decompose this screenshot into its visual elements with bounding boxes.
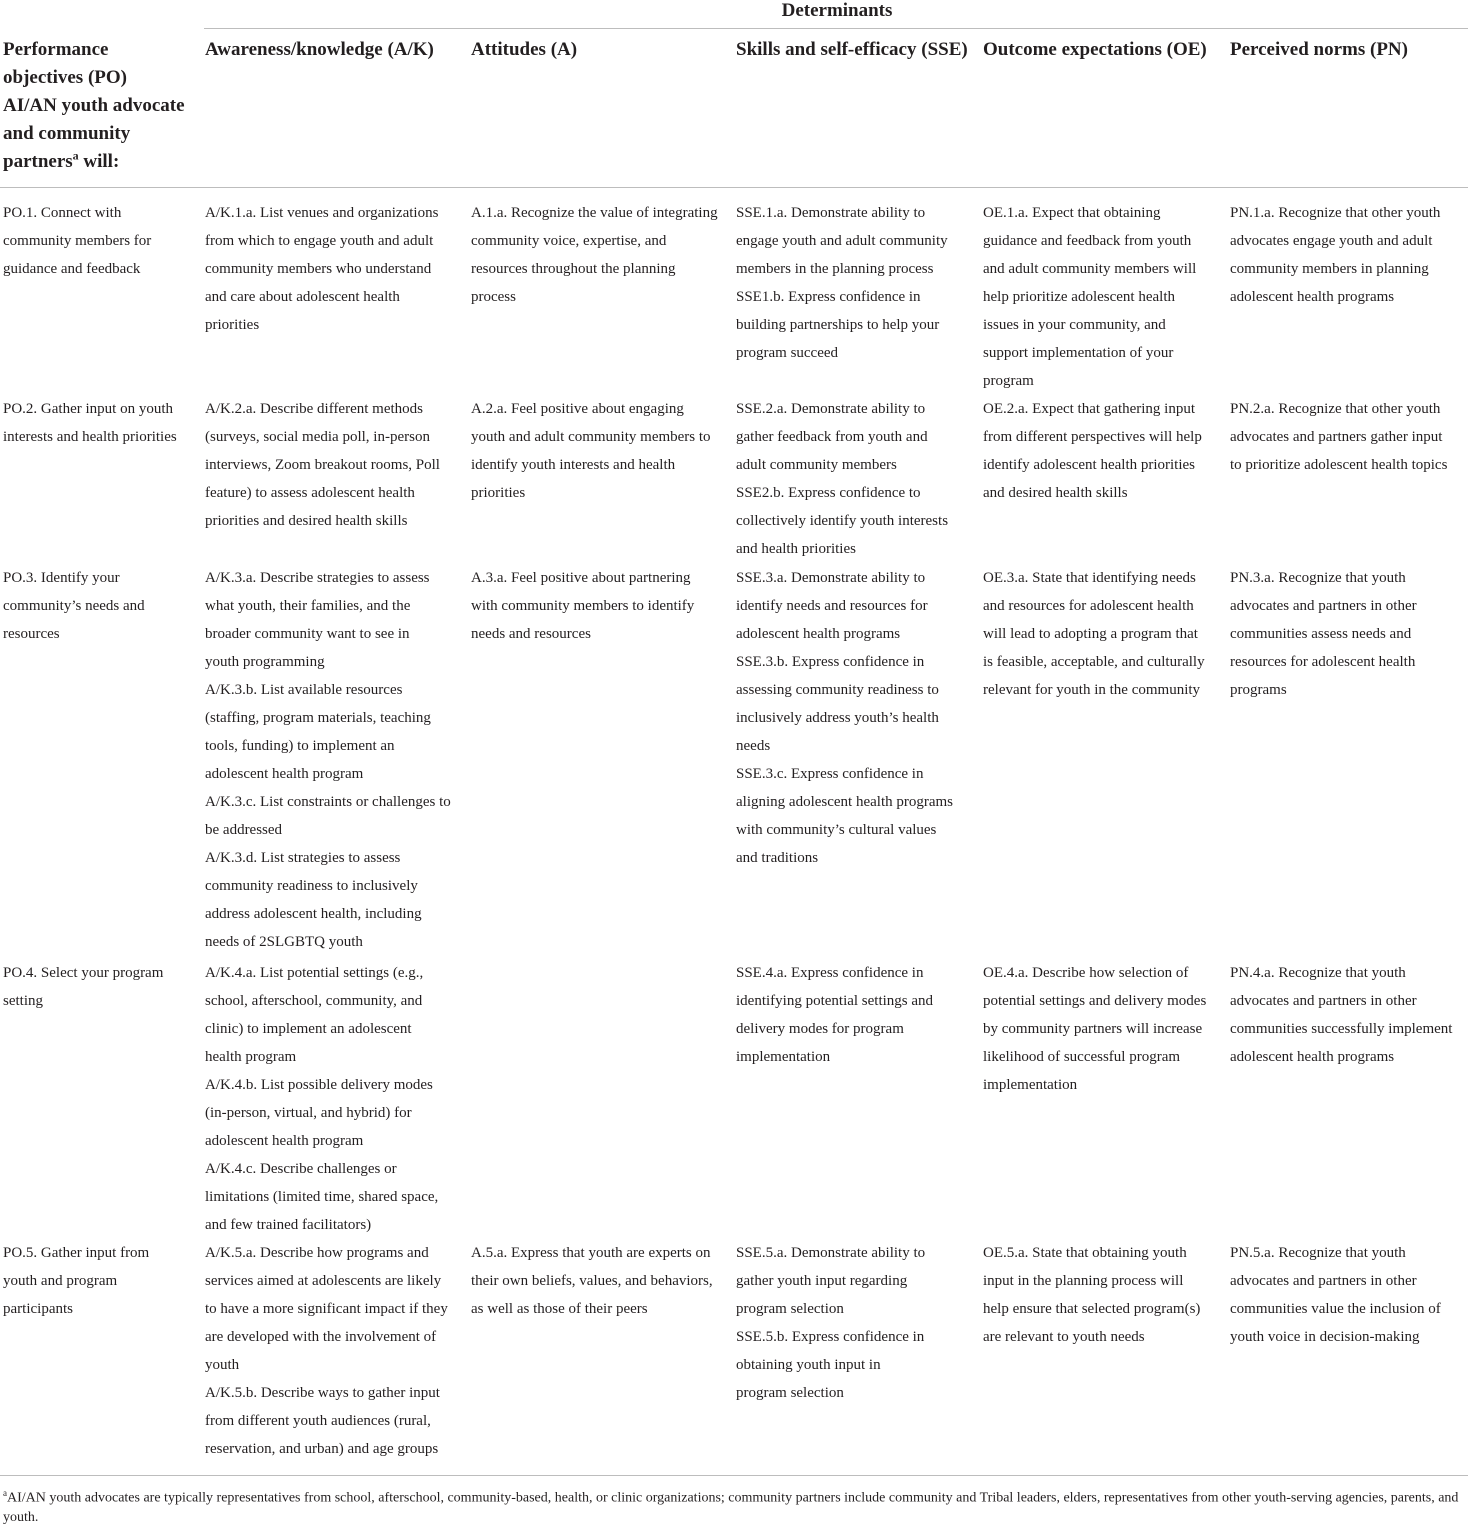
cell-line: A/K.4.c. Describe challenges or — [205, 1161, 397, 1177]
cell-line: from different youth audiences (rural, — [205, 1413, 431, 1429]
cell-line: delivery modes for program — [736, 1021, 904, 1037]
footnote-marker: a — [72, 148, 79, 163]
attitudes-cell — [471, 199, 718, 311]
awareness-knowledge-cell — [205, 564, 451, 956]
footnote-marker: a — [3, 1488, 7, 1498]
cell-line: PN.2.a. Recognize that other youth — [1230, 401, 1441, 417]
cell-line: A.2.a. Feel positive about engaging — [471, 401, 684, 417]
cell-line: program selection — [736, 1385, 844, 1401]
skills-self-efficacy-cell — [736, 395, 948, 563]
cell-line: inclusively address youth’s health — [736, 710, 939, 726]
cell-line: (staffing, program materials, teaching — [205, 710, 431, 726]
cell-line: adolescent health programs — [1230, 289, 1395, 305]
cell-line: implementation — [983, 1077, 1078, 1093]
cell-line: A/K.3.d. List strategies to assess — [205, 850, 401, 866]
cell-line: broader community want to see in — [205, 626, 410, 642]
cell-line: A/K.3.b. List available resources — [205, 682, 403, 698]
cell-line: community voice, expertise, and — [471, 233, 667, 249]
cell-line: implementation — [736, 1049, 831, 1065]
perceived-norms-cell — [1230, 564, 1417, 704]
cell-line: help prioritize adolescent health — [983, 289, 1176, 305]
cell-line: priorities — [205, 317, 260, 333]
cell-line: communities assess needs and — [1230, 626, 1412, 642]
perceived-norms-cell — [1230, 395, 1447, 479]
cell-line: A/K.3.c. List constraints or challenges to — [205, 794, 451, 810]
performance-objective-cell — [3, 1239, 149, 1323]
perceived-norms-cell — [1230, 199, 1440, 311]
cell-line: identifying potential settings and — [736, 993, 934, 1009]
cell-line: SSE2.b. Express confidence to — [736, 485, 921, 501]
footnote-text: AI/AN youth advocates are typically representatives from school, afterschool, community-based, health, or clinic organizations; community partners include community and Tribal leaders, elders, representatives from other youth-serving agencies, parents, and youth. — [3, 1490, 1459, 1525]
cell-line: program succeed — [736, 345, 839, 361]
awareness-knowledge-cell — [205, 1239, 448, 1463]
cell-line: are relevant to youth needs — [983, 1329, 1145, 1345]
po-header-line: and community — [3, 123, 131, 144]
cell-line: PN.5.a. Recognize that youth — [1230, 1245, 1406, 1261]
cell-line: interviews, Zoom breakout rooms, Poll — [205, 457, 440, 473]
cell-line: OE.4.a. Describe how selection of — [983, 965, 1189, 981]
cell-line: as well as those of their peers — [471, 1301, 648, 1317]
cell-line: from which to engage youth and adult — [205, 233, 434, 249]
cell-line: PO.3. Identify your — [3, 570, 120, 586]
po-header-will: will: — [78, 151, 120, 172]
table-footnote — [3, 1484, 1465, 1527]
header-performance-objectives — [3, 36, 198, 176]
cell-line: are developed with the involvement of — [205, 1329, 437, 1345]
cell-line: advocates and partners in other — [1230, 1273, 1417, 1289]
cell-line: and few trained facilitators) — [205, 1217, 372, 1233]
cell-line: be addressed — [205, 822, 283, 838]
cell-line: services aimed at adolescents are likely — [205, 1273, 442, 1289]
cell-line: identify needs and resources for — [736, 598, 928, 614]
cell-line: with community members to identify — [471, 598, 695, 614]
outcome-expectations-cell — [983, 564, 1205, 704]
cell-line: PO.5. Gather input from — [3, 1245, 150, 1261]
cell-line: (surveys, social media poll, in-person — [205, 429, 430, 445]
cell-line: to prioritize adolescent health topics — [1230, 457, 1448, 473]
cell-line: A/K.4.a. List potential settings (e.g., — [205, 965, 424, 981]
cell-line: relevant for youth in the community — [983, 682, 1201, 698]
cell-line: OE.2.a. Expect that gathering input — [983, 401, 1196, 417]
cell-line: aligning adolescent health programs — [736, 794, 954, 810]
outcome-expectations-cell — [983, 959, 1206, 1099]
cell-line: address adolescent health, including — [205, 906, 422, 922]
cell-line: health program — [205, 1049, 297, 1065]
outcome-expectations-cell — [983, 395, 1202, 507]
cell-line: assessing community readiness to — [736, 682, 939, 698]
cell-line: program — [983, 373, 1034, 389]
cell-line: youth and adult community members to — [471, 429, 711, 445]
cell-line: programs — [1230, 682, 1287, 698]
cell-line: OE.5.a. State that obtaining youth — [983, 1245, 1187, 1261]
cell-line: and health priorities — [736, 541, 856, 557]
header-skills-self-efficacy: Skills and self-efficacy (SSE) — [736, 39, 968, 60]
cell-line: SSE.1.a. Demonstrate ability to — [736, 205, 926, 221]
cell-line: their own beliefs, values, and behaviors, — [471, 1273, 713, 1289]
header-outcome-expectations: Outcome expectations (OE) — [983, 39, 1207, 60]
cell-line: guidance and feedback from youth — [983, 233, 1192, 249]
cell-line: SSE.3.a. Demonstrate ability to — [736, 570, 926, 586]
determinants-rule — [204, 28, 1468, 29]
cell-line: and desired health skills — [983, 485, 1128, 501]
cell-line: gather youth input regarding — [736, 1273, 908, 1289]
cell-line: what youth, their families, and the — [205, 598, 411, 614]
cell-line: advocates engage youth and adult — [1230, 233, 1433, 249]
cell-line: youth — [205, 1357, 240, 1373]
cell-line: A/K.2.a. Describe different methods — [205, 401, 423, 417]
cell-line: advocates and partners in other — [1230, 598, 1417, 614]
determinants-group-header: Determinants — [781, 0, 893, 21]
cell-line: communities value the inclusion of — [1230, 1301, 1441, 1317]
cell-line: limitations (limited time, shared space, — [205, 1189, 439, 1205]
cell-line: from different perspectives will help — [983, 429, 1202, 445]
cell-line: will lead to adopting a program that — [983, 626, 1198, 642]
cell-line: PN.3.a. Recognize that youth — [1230, 570, 1406, 586]
cell-line: community members for — [3, 233, 152, 249]
cell-line: A/K.3.a. Describe strategies to assess — [205, 570, 430, 586]
cell-line: interests and health priorities — [3, 429, 177, 445]
cell-line: feature) to assess adolescent health — [205, 485, 415, 501]
cell-line: obtaining youth input in — [736, 1357, 881, 1373]
outcome-expectations-cell — [983, 199, 1196, 395]
perceived-norms-cell — [1230, 959, 1452, 1071]
cell-line: is feasible, acceptable, and culturally — [983, 654, 1205, 670]
cell-line: youth and program — [3, 1273, 118, 1289]
cell-line: community readiness to inclusively — [205, 878, 418, 894]
cell-line: building partnerships to help your — [736, 317, 940, 333]
cell-line: adolescent health programs — [1230, 1049, 1395, 1065]
cell-line: by community partners will increase — [983, 1021, 1203, 1037]
po-header-partners: partners — [3, 151, 73, 172]
cell-line: adolescent health program — [205, 1133, 364, 1149]
po-header-last-line — [3, 148, 198, 176]
cell-line: SSE.5.b. Express confidence in — [736, 1329, 925, 1345]
performance-objective-cell — [3, 564, 145, 648]
cell-line: youth programming — [205, 654, 325, 670]
cell-line: priorities and desired health skills — [205, 513, 408, 529]
cell-line: and resources for adolescent health — [983, 598, 1194, 614]
cell-line: SSE.2.a. Demonstrate ability to — [736, 401, 926, 417]
cell-line: PO.1. Connect with — [3, 205, 122, 221]
cell-line: adolescent health program — [205, 766, 364, 782]
po-header-line: AI/AN youth advocate — [3, 95, 185, 116]
attitudes-cell — [471, 395, 711, 507]
cell-line: resources for adolescent health — [1230, 654, 1416, 670]
cell-line: input in the planning process will — [983, 1273, 1184, 1289]
po-header-line: Performance — [3, 39, 109, 60]
cell-line: needs and resources — [471, 626, 591, 642]
cell-line: A/K.5.b. Describe ways to gather input — [205, 1385, 440, 1401]
cell-line: gather feedback from youth and — [736, 429, 928, 445]
cell-line: and adult community members will — [983, 261, 1197, 277]
cell-line: SSE.3.c. Express confidence in — [736, 766, 924, 782]
cell-line: reservation, and urban) and age groups — [205, 1441, 439, 1457]
cell-line: advocates and partners gather input — [1230, 429, 1443, 445]
cell-line: and care about adolescent health — [205, 289, 400, 305]
cell-line: identify adolescent health priorities — [983, 457, 1196, 473]
cell-line: needs of 2SLGBTQ youth — [205, 934, 363, 950]
cell-line: priorities — [471, 485, 526, 501]
performance-objective-cell — [3, 395, 177, 451]
cell-line: A/K.5.a. Describe how programs and — [205, 1245, 429, 1261]
cell-line: needs — [736, 738, 771, 754]
cell-line: setting — [3, 993, 43, 1009]
perceived-norms-cell — [1230, 1239, 1441, 1351]
cell-line: A.1.a. Recognize the value of integrating — [471, 205, 718, 221]
cell-line: resources — [3, 626, 60, 642]
cell-line: adult community members — [736, 457, 897, 473]
cell-line: SSE.4.a. Express confidence in — [736, 965, 924, 981]
awareness-knowledge-cell — [205, 959, 438, 1239]
cell-line: adolescent health programs — [736, 626, 901, 642]
cell-line: issues in your community, and — [983, 317, 1166, 333]
cell-line: engage youth and adult community — [736, 233, 948, 249]
cell-line: program selection — [736, 1301, 844, 1317]
cell-line: OE.3.a. State that identifying needs — [983, 570, 1196, 586]
cell-line: identify youth interests and health — [471, 457, 676, 473]
cell-line: guidance and feedback — [3, 261, 141, 277]
performance-objective-cell — [3, 959, 163, 1015]
cell-line: members in the planning process — [736, 261, 934, 277]
cell-line: resources throughout the planning — [471, 261, 676, 277]
performance-objective-cell — [3, 199, 151, 283]
cell-line: SSE1.b. Express confidence in — [736, 289, 921, 305]
cell-line: tools, funding) to implement an — [205, 738, 395, 754]
awareness-knowledge-cell — [205, 395, 440, 535]
awareness-knowledge-cell — [205, 199, 438, 339]
skills-self-efficacy-cell — [736, 959, 933, 1071]
cell-line: A.5.a. Express that youth are experts on — [471, 1245, 711, 1261]
cell-line: process — [471, 289, 516, 305]
footer-rule — [0, 1475, 1468, 1476]
cell-line: A/K.1.a. List venues and organizations — [205, 205, 439, 221]
cell-line: SSE.5.a. Demonstrate ability to — [736, 1245, 926, 1261]
skills-self-efficacy-cell — [736, 1239, 925, 1407]
cell-line: to have a more significant impact if they — [205, 1301, 448, 1317]
cell-line: (in-person, virtual, and hybrid) for — [205, 1105, 412, 1121]
cell-line: PO.4. Select your program — [3, 965, 164, 981]
header-attitudes: Attitudes (A) — [471, 39, 578, 60]
cell-line: help ensure that selected program(s) — [983, 1301, 1201, 1317]
header-rule — [0, 187, 1468, 188]
cell-line: collectively identify youth interests — [736, 513, 949, 529]
cell-line: potential settings and delivery modes — [983, 993, 1207, 1009]
cell-line: advocates and partners in other — [1230, 993, 1417, 1009]
skills-self-efficacy-cell — [736, 564, 953, 872]
cell-line: and traditions — [736, 850, 819, 866]
cell-line: OE.1.a. Expect that obtaining — [983, 205, 1161, 221]
cell-line: community members in planning — [1230, 261, 1429, 277]
attitudes-cell — [471, 564, 694, 648]
outcome-expectations-cell — [983, 1239, 1200, 1351]
cell-line: clinic) to implement an adolescent — [205, 1021, 412, 1037]
cell-line: SSE.3.b. Express confidence in — [736, 654, 925, 670]
cell-line: A/K.4.b. List possible delivery modes — [205, 1077, 433, 1093]
po-header-line: objectives (PO) — [3, 67, 127, 88]
skills-self-efficacy-cell — [736, 199, 948, 367]
cell-line: PN.1.a. Recognize that other youth — [1230, 205, 1441, 221]
cell-line: likelihood of successful program — [983, 1049, 1181, 1065]
cell-line: PO.2. Gather input on youth — [3, 401, 173, 417]
header-perceived-norms: Perceived norms (PN) — [1230, 39, 1408, 60]
cell-line: community’s needs and — [3, 598, 145, 614]
cell-line: community members who understand — [205, 261, 432, 277]
cell-line: participants — [3, 1301, 73, 1317]
header-awareness-knowledge: Awareness/knowledge (A/K) — [205, 39, 434, 60]
cell-line: A.3.a. Feel positive about partnering — [471, 570, 691, 586]
cell-line: support implementation of your — [983, 345, 1174, 361]
cell-line: youth voice in decision-making — [1230, 1329, 1420, 1345]
cell-line: PN.4.a. Recognize that youth — [1230, 965, 1406, 981]
cell-line: school, afterschool, community, and — [205, 993, 423, 1009]
cell-line: with community’s cultural values — [736, 822, 937, 838]
cell-line: communities successfully implement — [1230, 1021, 1453, 1037]
attitudes-cell — [471, 1239, 713, 1323]
